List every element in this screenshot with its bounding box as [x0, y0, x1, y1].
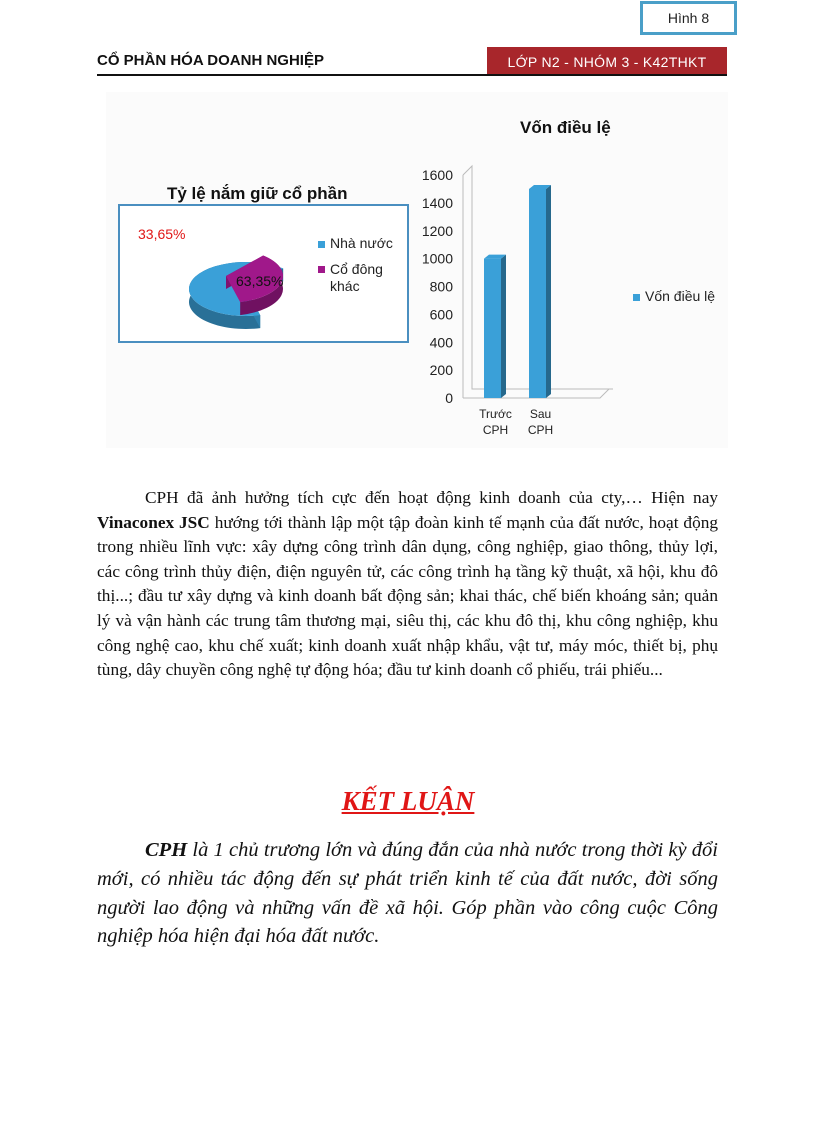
pie-data-label-other: 33,65%: [138, 226, 186, 242]
figure-label: Hình 8: [640, 1, 737, 35]
pie-data-label-state: 63,35%: [236, 273, 284, 289]
header-title: CỔ PHẦN HÓA DOANH NGHIỆP: [97, 52, 324, 69]
y-tick-label: 1200: [421, 222, 453, 239]
conclusion-text: là 1 chủ trương lớn và đúng đắn của nhà nước trong thời kỳ đổi mới, có nhiều tác động đến sự phát triển kinh tế của đất nước, đời sống người lao động và những vấn đề xã hội. Góp phần vào công cuộc Công nghiệp hóa hiện đại hóa đất nước.: [97, 839, 718, 948]
company-name: Vinaconex JSC: [97, 512, 210, 532]
y-tick-label: 600: [429, 306, 453, 323]
bar: [529, 189, 546, 398]
x-tick-label: CPH: [527, 423, 554, 437]
y-tick-label: 1400: [421, 194, 453, 211]
conclusion-paragraph: [97, 836, 718, 951]
pie-chart-title: Tỷ lệ nắm giữ cổ phần: [167, 184, 348, 203]
bar-chart-title: Vốn điều lệ: [520, 118, 611, 137]
y-tick-label: 0: [445, 390, 453, 406]
body-paragraph: [97, 486, 718, 683]
y-tick-label: 400: [429, 334, 453, 351]
pie-legend-label-other: Cổ đông khác: [330, 261, 383, 294]
bar-chart: [0, 0, 816, 460]
bar-legend-label: Vốn điều lệ: [645, 288, 716, 304]
bar-side: [501, 255, 506, 398]
bar-legend: [633, 288, 715, 304]
y-tick-label: 1600: [421, 167, 453, 183]
legend-swatch: [633, 294, 640, 301]
y-tick-label: 200: [429, 362, 453, 379]
x-tick-label: Sau: [529, 407, 552, 421]
conclusion-heading: KẾT LUẬN: [341, 786, 475, 816]
body-text-rest: hướng tới thành lập một tập đoàn kinh tế mạnh của đất nước, hoạt động trong nhiều lĩnh vực: xây dựng công trình dân dụng, công nghiệp, giao thông, thủy lợi, các công trình thủy điện, điện nguyên tử, các công trình hạ tầng kỹ thuật, xã hội, khu đô thị...; đầu tư xây dựng và kinh doanh bất động sản; khai thác, chế biến khoáng sản; quản lý và vận hành các trung tâm thương mại, siêu thị, các khu đô thị, khu công nghiệp, khu công nghệ cao, khu chế xuất; kinh doanh xuất nhập khẩu, vật tư, máy móc, thiết bị, phụ tùng, dây chuyền công nghệ tự động hóa; đầu tư kinh doanh cổ phiếu, trái phiếu...: [97, 512, 718, 680]
pie-legend-label-state: Nhà nước: [330, 235, 393, 251]
conclusion-lead: CPH: [145, 839, 188, 861]
body-text-start: CPH đã ảnh hưởng tích cực đến hoạt động kinh doanh của cty,… Hiện nay: [145, 488, 718, 507]
bar: [484, 259, 501, 398]
header-class-badge: LỚP N2 - NHÓM 3 - K42THKT: [487, 47, 727, 76]
bar-side: [546, 185, 551, 398]
x-tick-label: Trước: [479, 407, 512, 421]
y-tick-label: 1000: [421, 250, 453, 267]
y-tick-label: 800: [429, 278, 453, 295]
x-tick-label: CPH: [482, 423, 509, 437]
